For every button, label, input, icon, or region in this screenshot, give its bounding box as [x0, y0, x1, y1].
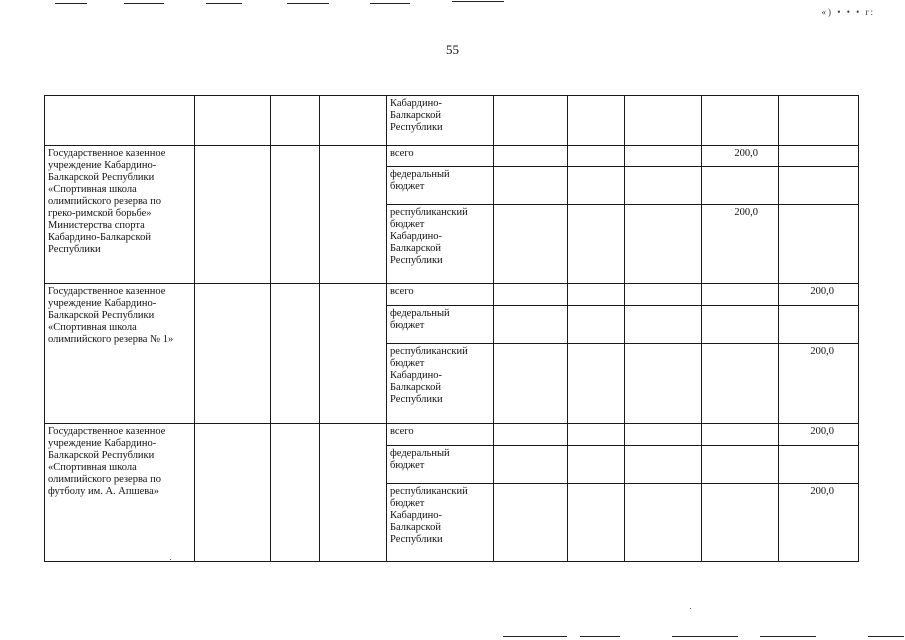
funding-source-cell: [387, 146, 494, 167]
funding-source-cell: [387, 167, 494, 205]
funding-source-label: республиканский бюджет Кабардино- Балкарской Республики: [390, 346, 468, 405]
table-cell: [195, 424, 271, 562]
amount-cell: 200,0: [779, 424, 859, 446]
table-cell: [625, 205, 702, 284]
scan-mark: [452, 1, 504, 2]
table-cell: [494, 284, 568, 306]
table-cell: [568, 205, 625, 284]
budget-table: [44, 95, 859, 562]
organization-cell: [45, 424, 195, 562]
table-cell: [625, 167, 702, 205]
funding-source-cell: [387, 344, 494, 424]
continuation-row: [45, 96, 859, 146]
page-number: 55: [446, 42, 459, 57]
scan-mark: [55, 3, 87, 4]
table-cell: [195, 146, 271, 284]
table-cell: [271, 96, 320, 146]
funding-source-label: Кабардино- Балкарской Республики: [390, 98, 443, 133]
funding-source-cell: [387, 284, 494, 306]
table-cell: [568, 446, 625, 484]
amount-cell: [702, 344, 779, 424]
table-cell: [625, 96, 702, 146]
table-cell: [568, 484, 625, 562]
table-cell: [320, 96, 387, 146]
funding-source-label: федеральный бюджет: [390, 169, 450, 192]
amount-cell: [702, 484, 779, 562]
table-cell: [494, 424, 568, 446]
organization-name: Государственное казенное учреждение Кабардино-Балкарской Республики «Спортивная школа олимпийского резерва по греко-римской борьбе» Министерства спорта Кабардино-Балкарской Республики: [48, 148, 166, 255]
table-cell: [625, 284, 702, 306]
table-cell: [702, 96, 779, 146]
scan-mark: [124, 3, 164, 4]
organization-cell: [45, 284, 195, 424]
organization-name: Государственное казенное учреждение Кабардино-Балкарской Республики «Спортивная школа олимпийского резерва по футболу им. А. Апшева»: [48, 426, 166, 497]
funding-source-label: республиканский бюджет Кабардино- Балкарской Республики: [390, 486, 468, 545]
amount-cell: 200,0: [779, 344, 859, 424]
amount-cell: 200,0: [779, 484, 859, 562]
scan-mark: [287, 3, 329, 4]
amount-cell: 200,0: [702, 205, 779, 284]
organization-cell: [45, 146, 195, 284]
funding-source-cell: [387, 446, 494, 484]
amount-cell: [702, 167, 779, 205]
funding-source-cell: [387, 424, 494, 446]
table-cell: [45, 96, 195, 146]
organization-name: Государственное казенное учреждение Кабардино-Балкарской Республики «Спортивная школа олимпийского резерва № 1»: [48, 286, 174, 345]
table-cell: [625, 344, 702, 424]
table-cell: [568, 146, 625, 167]
table-cell: [625, 306, 702, 344]
scan-mark: [760, 636, 816, 637]
table-cell: [320, 284, 387, 424]
table-cell: [625, 146, 702, 167]
table-cell: [494, 96, 568, 146]
table-cell: [195, 96, 271, 146]
scan-mark: [580, 636, 620, 637]
amount-cell: [702, 446, 779, 484]
amount-cell: 200,0: [779, 284, 859, 306]
table-cell: [271, 284, 320, 424]
table-cell: [494, 484, 568, 562]
table-row: [45, 284, 859, 306]
table-cell: [779, 96, 859, 146]
scan-mark: [206, 3, 242, 4]
funding-source-label: федеральный бюджет: [390, 308, 450, 331]
amount-cell: [779, 446, 859, 484]
funding-source-label: федеральный бюджет: [390, 448, 450, 471]
amount-cell: [702, 424, 779, 446]
amount-cell: [779, 205, 859, 284]
amount-cell: [779, 146, 859, 167]
table-cell: [625, 424, 702, 446]
scan-mark: [370, 3, 410, 4]
table-cell: [271, 424, 320, 562]
table-cell: [195, 284, 271, 424]
table-cell: [494, 146, 568, 167]
table-cell: [494, 306, 568, 344]
table-cell: [568, 306, 625, 344]
table-cell: [568, 284, 625, 306]
funding-source-label: всего: [390, 286, 414, 297]
table-cell: [625, 446, 702, 484]
funding-source-cell: [387, 96, 494, 146]
table-cell: [625, 484, 702, 562]
scan-mark: [503, 636, 567, 637]
table-cell: [568, 96, 625, 146]
table-cell: [494, 167, 568, 205]
amount-cell: [702, 284, 779, 306]
table-cell: [568, 424, 625, 446]
scan-mark: [868, 636, 904, 637]
funding-source-label: республиканский бюджет Кабардино- Балкарской Республики: [390, 207, 468, 266]
funding-source-cell: [387, 205, 494, 284]
table-cell: [494, 344, 568, 424]
amount-cell: [702, 306, 779, 344]
table-cell: [320, 424, 387, 562]
funding-source-label: всего: [390, 148, 414, 159]
table-cell: [568, 167, 625, 205]
table-cell: [320, 146, 387, 284]
table-cell: [494, 205, 568, 284]
table-row: [45, 146, 859, 167]
amount-cell: 200,0: [702, 146, 779, 167]
funding-source-cell: [387, 306, 494, 344]
table-row: [45, 424, 859, 446]
table-cell: [271, 146, 320, 284]
funding-source-cell: [387, 484, 494, 562]
funding-source-label: всего: [390, 426, 414, 437]
scan-dot: [690, 608, 691, 609]
amount-cell: [779, 167, 859, 205]
corner-scan-mark: «) • • • r:: [821, 7, 875, 17]
amount-cell: [779, 306, 859, 344]
table-cell: [494, 446, 568, 484]
scan-mark: [672, 636, 738, 637]
table-cell: [568, 344, 625, 424]
